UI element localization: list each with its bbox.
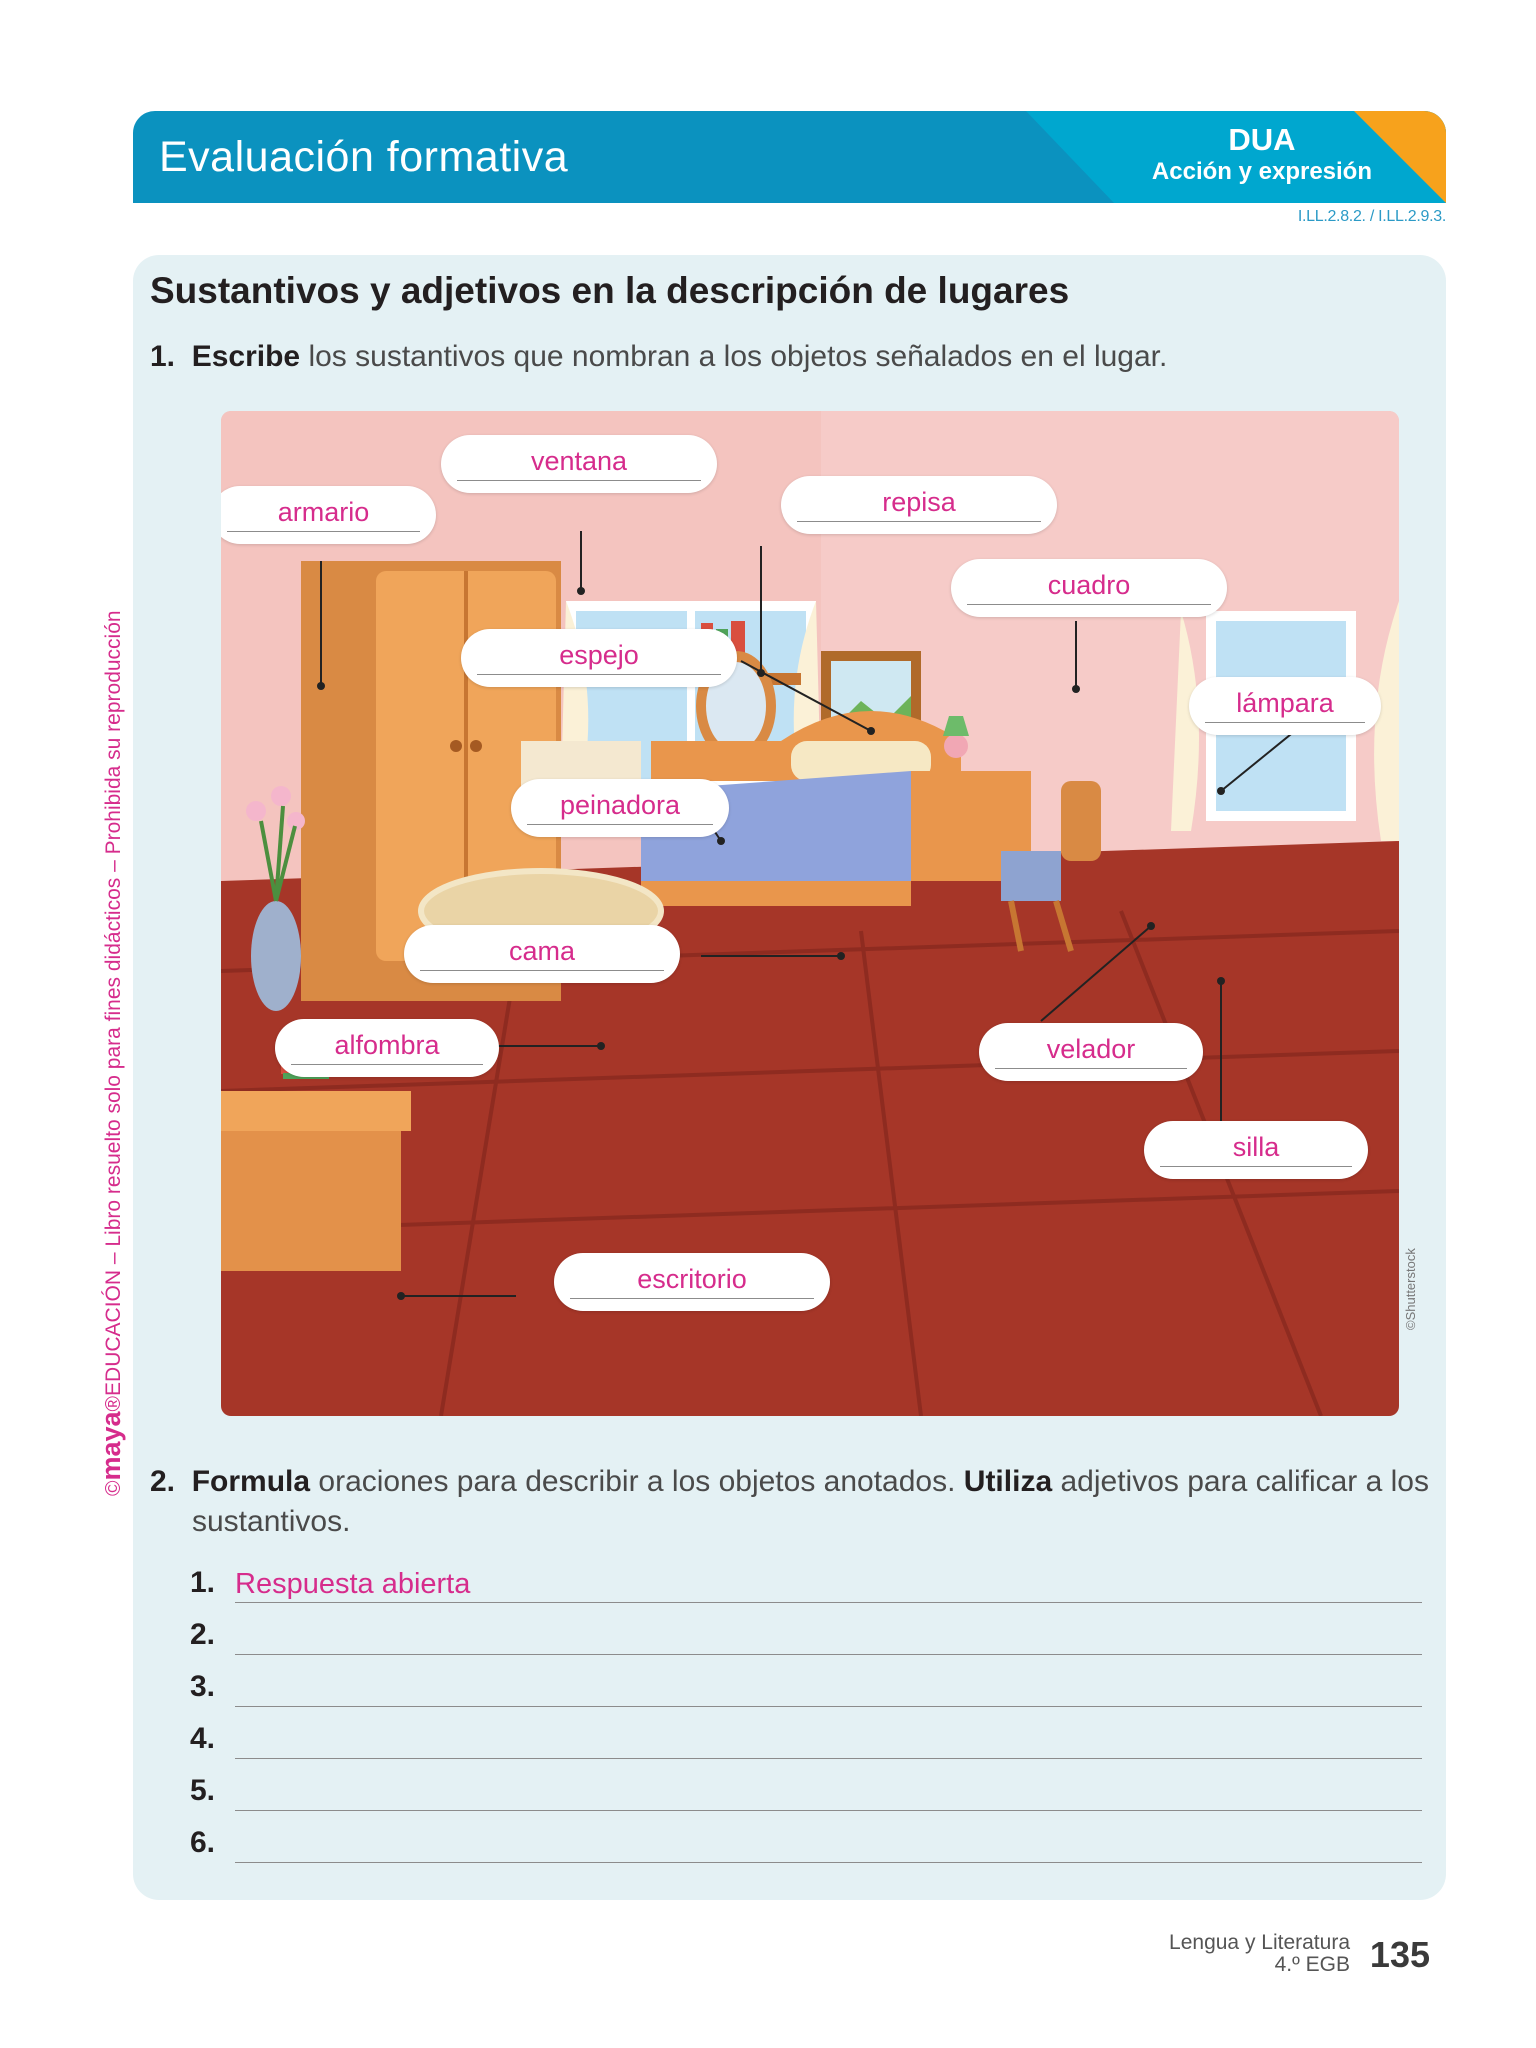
question-2-verb-1: Formula <box>191 1465 311 1498</box>
answer-line[interactable] <box>235 1616 1422 1655</box>
copyright-text: ®EDUCACIÓN – Libro resuelto solo para fines didácticos – Prohibida su reproducción <box>102 610 125 1412</box>
section-title: Sustantivos y adjetivos en la descripción de lugares <box>150 270 1070 311</box>
label-alfombra[interactable]: alfombra <box>275 1019 499 1077</box>
question-2-verb-2: Utiliza <box>963 1465 1053 1498</box>
footer-subject: Lengua y Literatura <box>1169 1931 1350 1954</box>
page-number: 135 <box>1369 1934 1430 1975</box>
label-ventana[interactable]: ventana <box>441 435 717 493</box>
answer-lines <box>190 1564 1422 1876</box>
label-velador[interactable]: velador <box>979 1023 1203 1081</box>
footer-grade: 4.º EGB <box>1274 1953 1350 1976</box>
label-lampara[interactable]: lámpara <box>1189 677 1381 735</box>
question-2-text-1: oraciones para describir a los objetos anotados. <box>310 1465 964 1498</box>
desk <box>221 1111 401 1271</box>
label-silla[interactable]: silla <box>1144 1121 1368 1179</box>
bedroom-illustration <box>221 411 1399 1416</box>
answer-line[interactable] <box>235 1720 1422 1759</box>
answer-line[interactable] <box>235 1772 1422 1811</box>
question-2 <box>150 1462 1440 1542</box>
question-2-text-3: sustantivos. <box>192 1505 351 1538</box>
question-2-number: 2. <box>150 1465 176 1498</box>
answer-number: 3. <box>190 1670 216 1703</box>
question-1 <box>150 340 1167 374</box>
chair <box>1001 851 1061 901</box>
answer-number: 1. <box>190 1566 216 1599</box>
copyright-sidebar <box>96 610 127 1496</box>
label-cuadro[interactable]: cuadro <box>951 559 1227 617</box>
answer-number: 2. <box>190 1618 216 1651</box>
answer-row <box>190 1824 1422 1876</box>
question-1-number: 1. <box>150 340 176 373</box>
copyright-symbol: © <box>102 1480 125 1496</box>
label-peinadora[interactable]: peinadora <box>511 779 729 837</box>
brand-logo: maya <box>96 1411 126 1481</box>
label-armario[interactable]: armario <box>221 486 436 544</box>
vase <box>251 901 301 1011</box>
question-1-text: los sustantivos que nombran a los objetos señalados en el lugar. <box>300 340 1168 373</box>
answer-number: 6. <box>190 1826 216 1859</box>
answer-row <box>190 1772 1422 1824</box>
dua-subtitle: Acción y expresión <box>1151 158 1372 185</box>
label-espejo[interactable]: espejo <box>461 629 737 687</box>
answer-number: 5. <box>190 1774 216 1807</box>
label-cama[interactable]: cama <box>404 925 680 983</box>
image-credit: ©Shutterstock <box>1403 1248 1418 1330</box>
label-escritorio[interactable]: escritorio <box>554 1253 830 1311</box>
dua-label: DUA <box>1228 122 1296 157</box>
answer-row <box>190 1668 1422 1720</box>
answer-row <box>190 1616 1422 1668</box>
page-footer <box>1169 1932 1430 1976</box>
curriculum-code: I.LL.2.8.2. / I.LL.2.9.3. <box>1297 208 1446 225</box>
answer-number: 4. <box>190 1722 216 1755</box>
question-2-text-2: adjetivos para calificar a los <box>1052 1465 1429 1498</box>
header-title: Evaluación formativa <box>159 133 569 181</box>
answer-row <box>190 1564 1422 1616</box>
section-header <box>133 111 1446 203</box>
answer-row <box>190 1720 1422 1772</box>
answer-line[interactable]: Respuesta abierta <box>235 1564 1422 1603</box>
answer-line[interactable] <box>235 1668 1422 1707</box>
dua-badge <box>1152 123 1372 187</box>
question-1-verb: Escribe <box>191 340 301 373</box>
label-repisa[interactable]: repisa <box>781 476 1057 534</box>
answer-line[interactable] <box>235 1824 1422 1863</box>
